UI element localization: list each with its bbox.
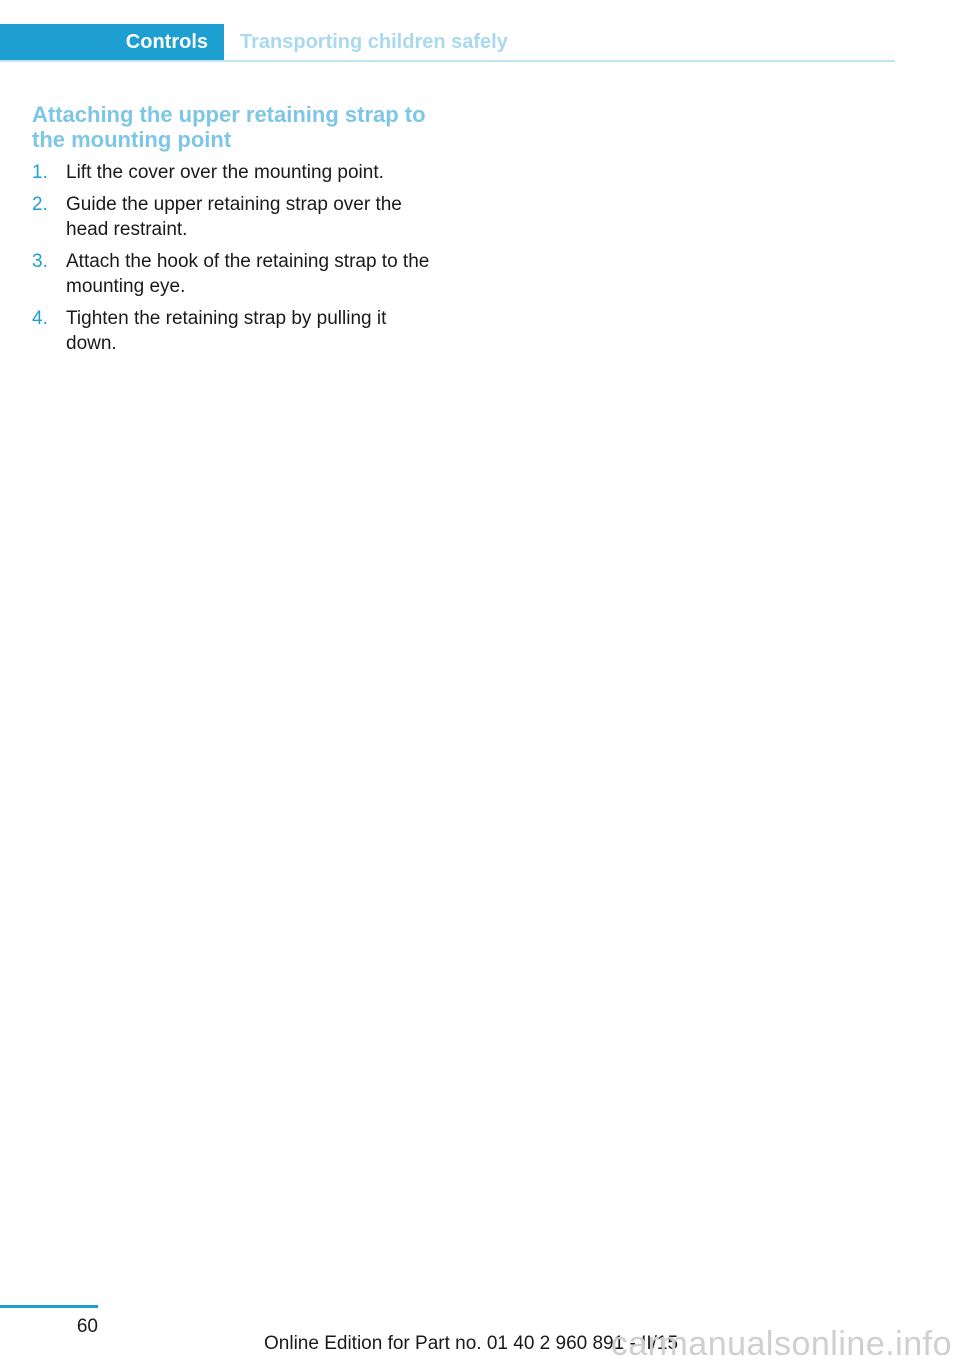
- step-number: 1.: [32, 162, 48, 183]
- footer-divider: [0, 1305, 98, 1308]
- step-number: 3.: [32, 251, 48, 272]
- step-item: [32, 249, 442, 299]
- watermark: carmanualsonline.info: [610, 1325, 952, 1363]
- footer-edition-text: Online Edition for Part no. 01 40 2 960 891 - II/15: [264, 1333, 679, 1354]
- section-heading: Attaching the upper retaining strap to the mounting point: [32, 102, 426, 152]
- page-number: 60: [76, 1316, 98, 1337]
- steps-list: [32, 160, 442, 363]
- step-item: [32, 192, 442, 242]
- step-number: 2.: [32, 194, 48, 215]
- header-tab-controls: Controls: [0, 24, 224, 60]
- step-text: Guide the upper retaining strap over the head restraint.: [66, 194, 402, 240]
- step-text: Tighten the retaining strap by pulling it down.: [66, 308, 387, 354]
- step-text: Lift the cover over the mounting point.: [66, 162, 384, 183]
- header-divider: [0, 60, 895, 62]
- step-text: Attach the hook of the retaining strap to the mounting eye.: [66, 251, 430, 297]
- step-number: 4.: [32, 308, 48, 329]
- page-header: [0, 24, 895, 62]
- step-item: [32, 160, 442, 185]
- step-item: [32, 306, 442, 356]
- header-section-title: Transporting children safely: [240, 31, 508, 53]
